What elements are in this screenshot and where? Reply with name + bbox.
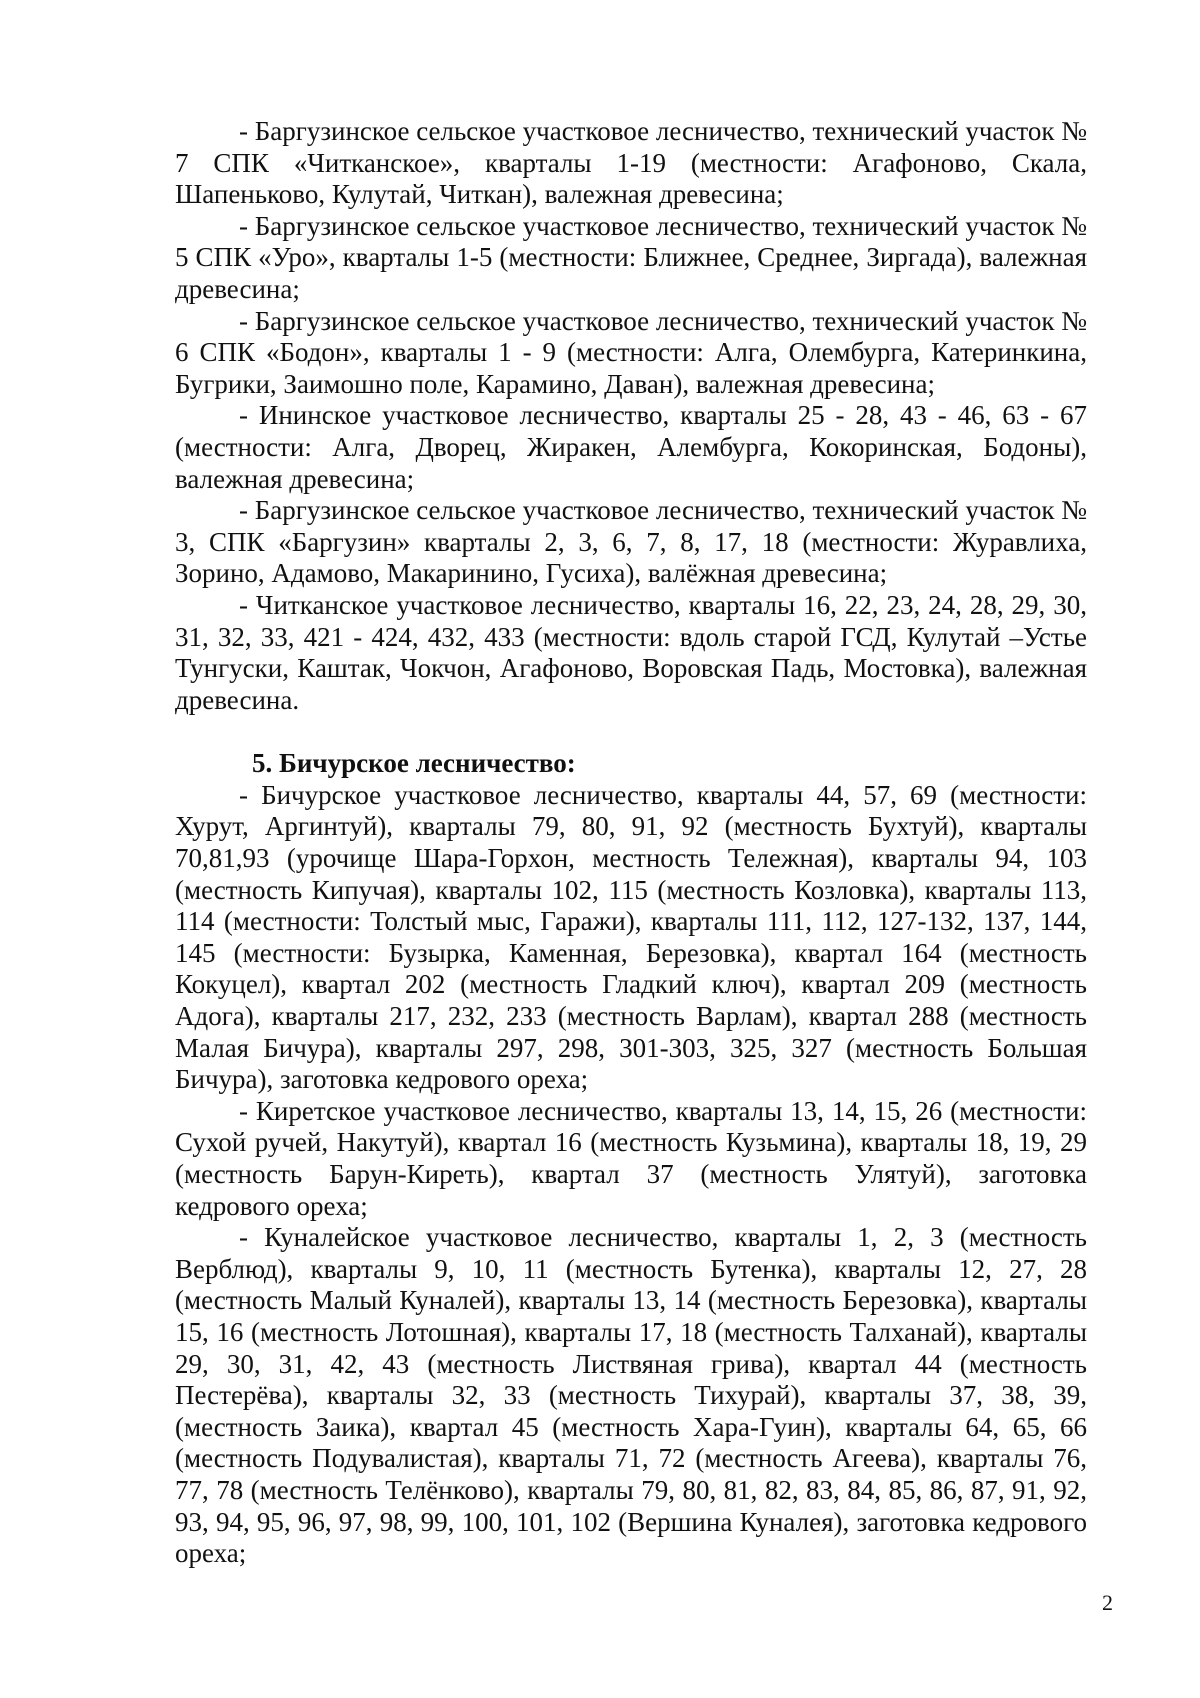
paragraph-ininskoe: - Ининское участковое лесничество, кварталы 25 - 28, 43 - 46, 63 - 67 (местности: Алга, Дворец, Жиракен, Алембурга, Кокоринская, Бодоны), валежная древесина; [175,400,1087,494]
paragraph-barguzin-spk-bodon: - Баргузинское сельское участковое лесничество, технический участок № 6 СПК «Бодон», кварталы 1 - 9 (местности: Алга, Олембурга, Катеринкина, Бугрики, Заимошно поле, Карамино, Даван), валежная древесина; [175,305,1087,399]
paragraph-bichurskoe: - Бичурское участковое лесничество, кварталы 44, 57, 69 (местности: Хурут, Аргинтуй), кварталы 79, 80, 91, 92 (местность Бухтуй), кварталы 70,81,93 (урочище Шара-Горхон, местность Тележная), кварталы 94, 103 (местность Кипучая), кварталы 102, 115 (местность Козловка), кварталы 113, 114 (местности: Толстый мыс, Гаражи), кварталы 111, 112, 127-132, 137, 144, 145 (местности: Бузырка, Каменная, Березовка), квартал 164 (местность Кокуцел), квартал 202 (местность Гладкий ключ), квартал 209 (местность Адога), кварталы 217, 232, 233 (местность Варлам), квартал 288 (местность Малая Бичура), кварталы 297, 298, 301-303, 325, 327 (местность Большая Бичура), заготовка кедрового ореха; [175,779,1087,1095]
paragraph-chitkanskoe: - Читканское участковое лесничество, кварталы 16, 22, 23, 24, 28, 29, 30, 31, 32, 33, 421 - 424, 432, 433 (местности: вдоль старой ГСД, Кулутай –Устье Тунгуски, Каштак, Чокчон, Агафоново, Воровская Падь, Мостовка), валежная древесина. [175,589,1087,715]
paragraph-kiretskoe: - Киретское участковое лесничество, кварталы 13, 14, 15, 26 (местности: Сухой ручей, Накутуй), квартал 16 (местность Кузьмина), кварталы 18, 19, 29 (местность Барун-Киреть), квартал 37 (местность Улятуй), заготовка кедрового ореха; [175,1095,1087,1221]
section-heading-bichurskoe: 5. Бичурское лесничество: [252,748,576,779]
paragraph-barguzin-spk-barguzin: - Баргузинское сельское участковое лесничество, технический участок № 3, СПК «Баргузин» кварталы 2, 3, 6, 7, 8, 17, 18 (местности: Журавлиха, Зорино, Адамово, Макаринино, Гусиха), валёжная древесина; [175,495,1087,589]
paragraph-kunaleyskoe: - Куналейское участковое лесничество, кварталы 1, 2, 3 (местность Верблюд), кварталы 9, 10, 11 (местность Бутенка), кварталы 12, 27, 28 (местность Малый Куналей), кварталы 13, 14 (местность Березовка), кварталы 15, 16 (местность Лотошная), кварталы 17, 18 (местность Талханай), кварталы 29, 30, 31, 42, 43 (местность Листвяная грива), квартал 44 (местность Пестерёва), кварталы 32, 33 (местность Тихурай), кварталы 37, 38, 39, (местность Заика), квартал 45 (местность Хара-Гуин), кварталы 64, 65, 66 (местность Подувалистая), кварталы 71, 72 (местность Агеева), кварталы 76, 77, 78 (местность Телёнково), кварталы 79, 80, 81, 82, 83, 84, 85, 86, 87, 91, 92, 93, 94, 95, 96, 97, 98, 99, 100, 101, 102 (Вершина Куналея), заготовка кедрового ореха; [175,1222,1087,1569]
paragraph-barguzin-spk-uro: - Баргузинское сельское участковое лесничество, технический участок № 5 СПК «Уро», кварталы 1-5 (местности: Ближнее, Среднее, Зиргада), валежная древесина; [175,210,1087,304]
page-number: 2 [1102,1590,1113,1615]
paragraph-barguzin-spk-chitkanskoe: - Баргузинское сельское участковое лесничество, технический участок № 7 СПК «Читканское», кварталы 1-19 (местности: Агафоново, Скала, Шапеньково, Кулутай, Читкан), валежная древесина; [175,116,1087,210]
document-body [175,116,1087,1570]
